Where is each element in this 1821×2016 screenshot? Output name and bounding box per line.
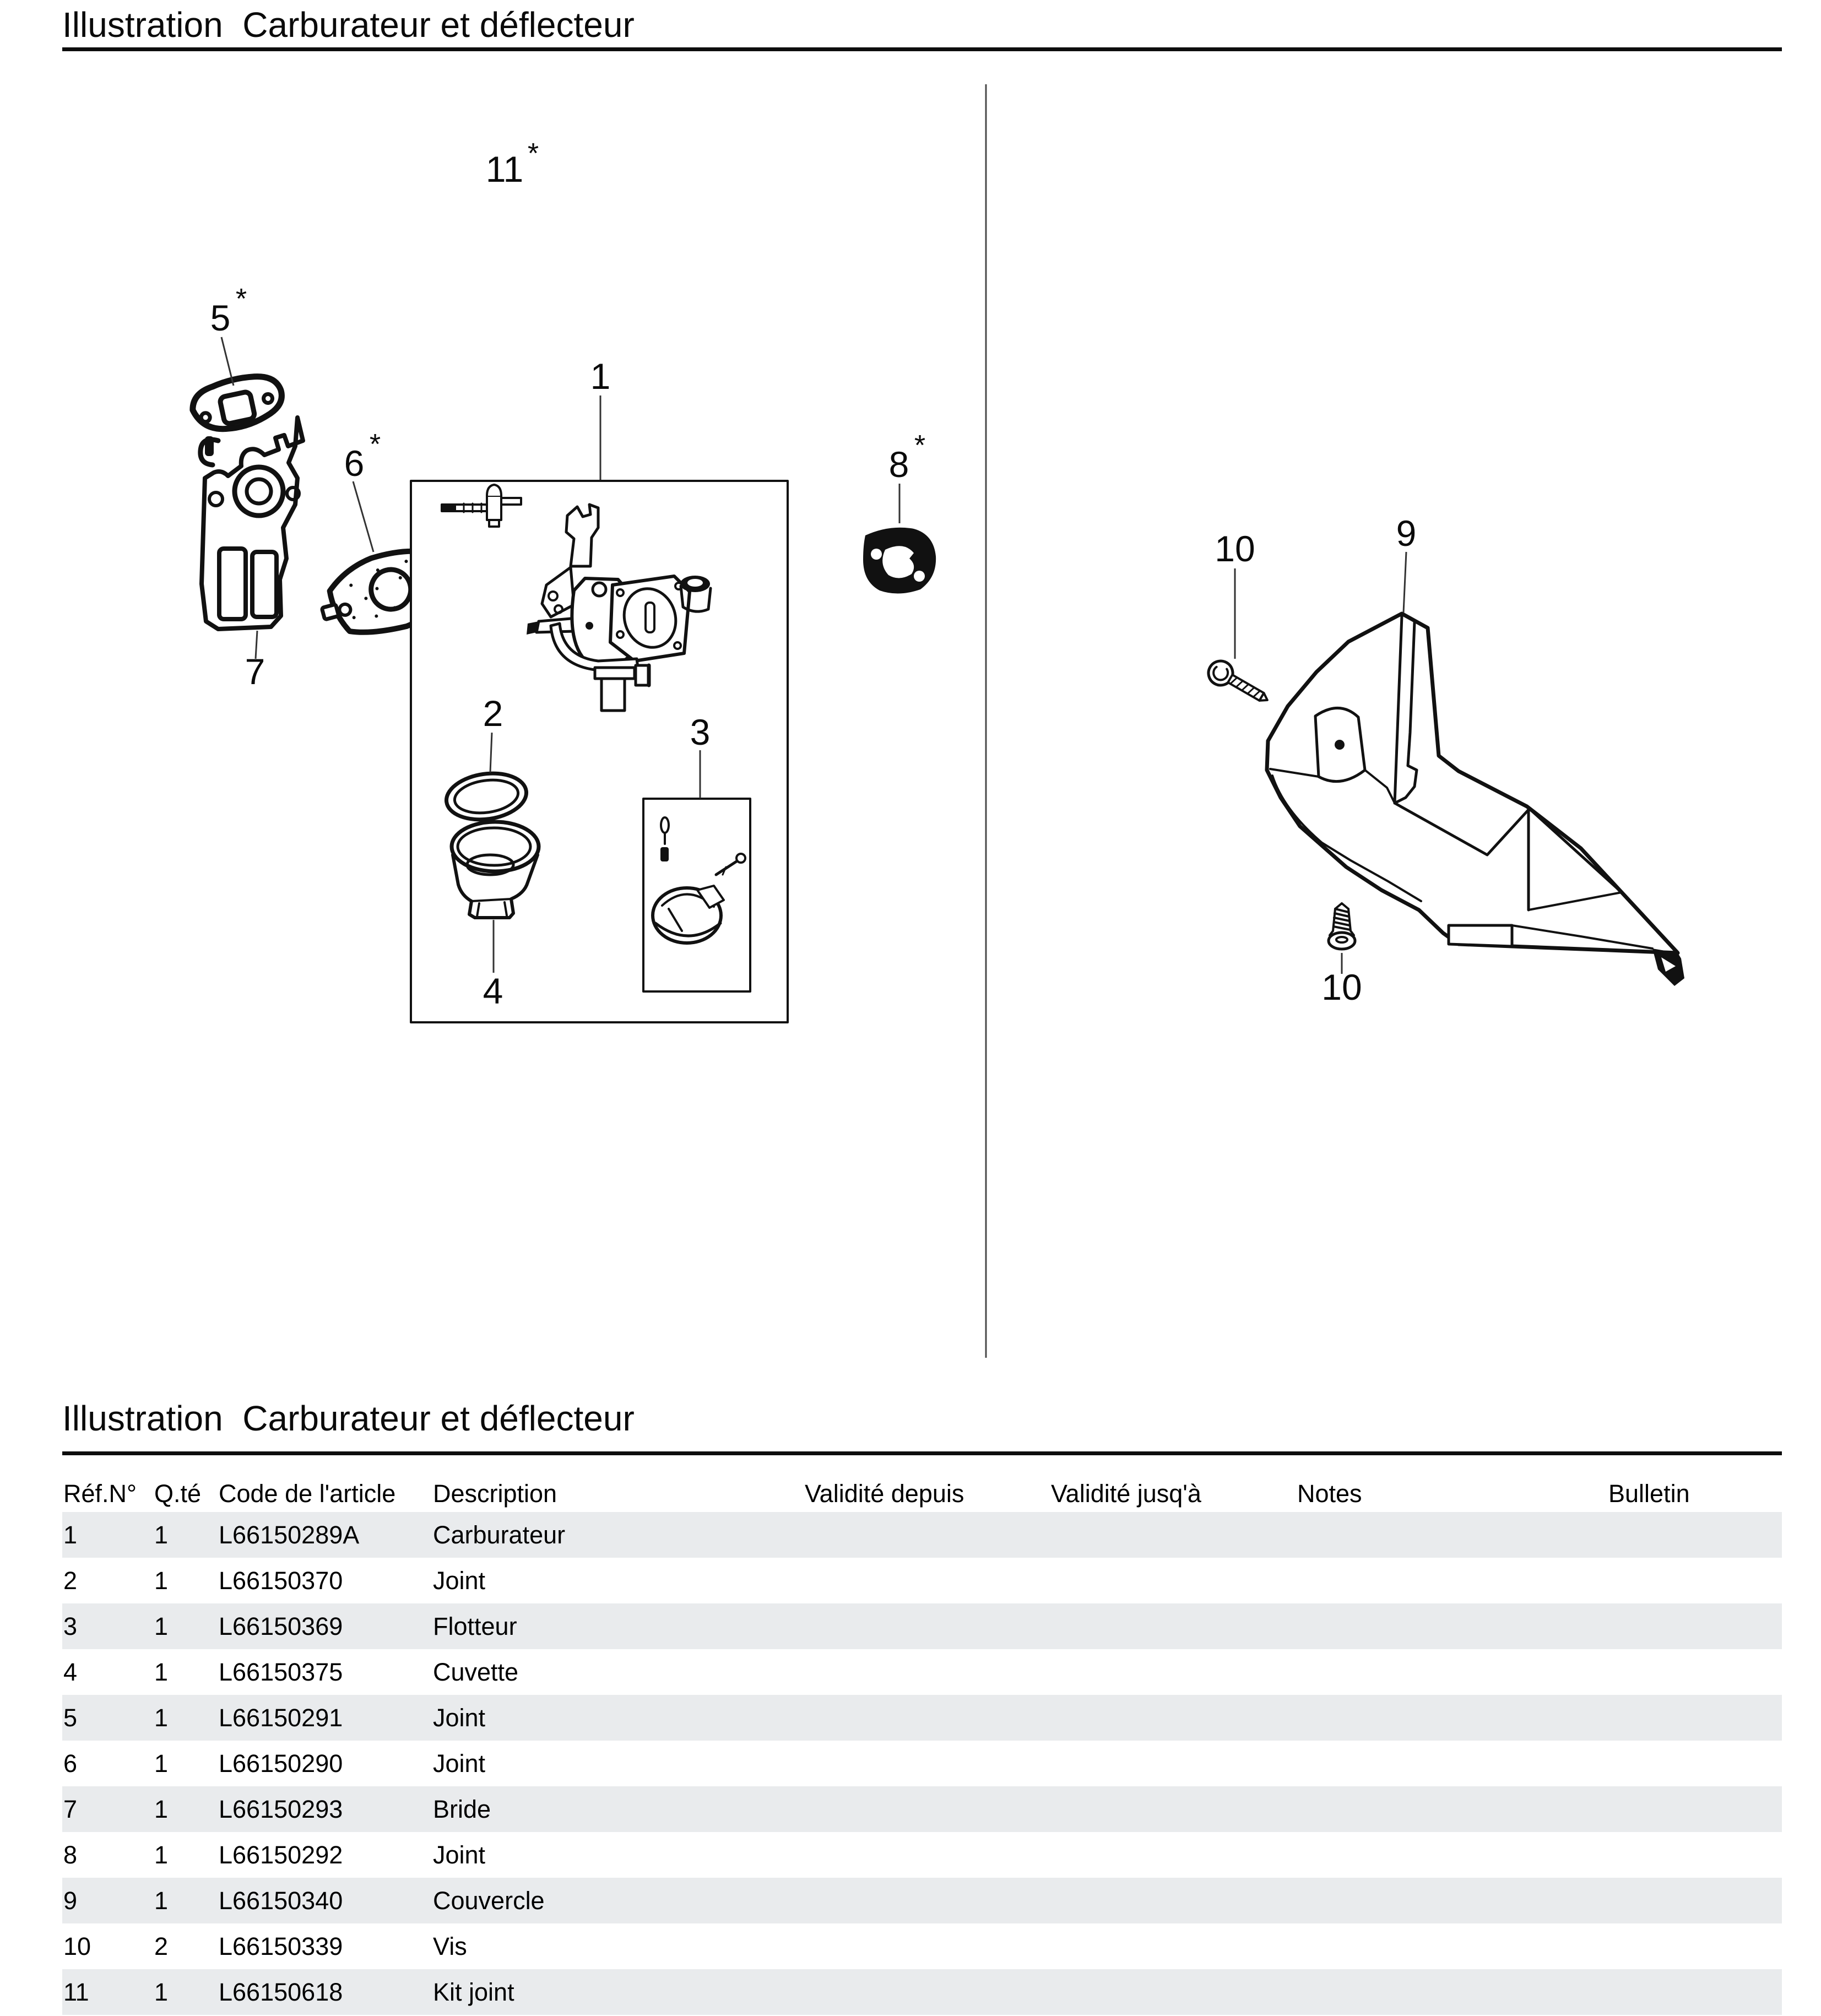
cell-ref: 4 (63, 1657, 78, 1686)
header-cell-ref: Réf.N° (63, 1479, 137, 1508)
cell-code: L66150291 (219, 1703, 343, 1732)
cell-ref: 2 (63, 1566, 78, 1595)
section-title: Illustration Carburateur et déflecteur (62, 1399, 635, 1438)
cell-desc: Joint (433, 1840, 486, 1869)
callout-11-label: 11 (485, 149, 524, 189)
callout-1-label: 1 (590, 356, 611, 397)
cell-qty: 1 (154, 1657, 169, 1686)
callout-2-label: 2 (483, 693, 503, 734)
callout-4-label: 4 (483, 971, 503, 1011)
part-10-screw-top-drawing (1204, 657, 1273, 711)
callout-8-label: 8 (888, 444, 909, 485)
cell-code: L66150293 (219, 1795, 343, 1823)
cell-ref: 11 (63, 1977, 89, 2006)
callout-5-star: * (235, 283, 247, 315)
cell-code: L66150340 (219, 1886, 343, 1915)
header-cell-bulletin: Bulletin (1608, 1479, 1690, 1508)
table-row (62, 1512, 1782, 1558)
cell-code: L66150369 (219, 1612, 343, 1640)
cell-desc: Joint (433, 1566, 486, 1595)
callout-10b-label: 10 (1321, 967, 1362, 1007)
part-7-bracket-drawing (200, 418, 303, 629)
table-row (62, 1603, 1782, 1649)
page-title: Illustration Carburateur et déflecteur (62, 5, 635, 45)
part-10-screw-bottom-drawing (1329, 903, 1355, 949)
cell-code: L66150290 (219, 1749, 343, 1777)
callout-7-label: 7 (245, 651, 265, 692)
cell-ref: 3 (63, 1612, 78, 1640)
cell-qty: 1 (154, 1566, 169, 1595)
section-rule (62, 1451, 1782, 1455)
cell-code: L66150370 (219, 1566, 343, 1595)
part-9-deflector-drawing (1267, 614, 1684, 986)
cell-code: L66150339 (219, 1932, 343, 1960)
cell-qty: 2 (154, 1932, 169, 1960)
cell-qty: 1 (154, 1886, 169, 1915)
cell-qty: 1 (154, 1520, 169, 1549)
cell-ref: 9 (63, 1886, 78, 1915)
cell-code: L66150375 (219, 1657, 343, 1686)
cell-desc: Vis (433, 1932, 467, 1960)
table-row (62, 1649, 1782, 1695)
cell-ref: 1 (63, 1520, 78, 1549)
parts-table (62, 1475, 1782, 2015)
cell-ref: 5 (63, 1703, 78, 1732)
callout-5-label: 5 (210, 297, 231, 338)
cell-ref: 6 (63, 1749, 78, 1777)
table-row (62, 1558, 1782, 1603)
header-cell-desc: Description (433, 1479, 557, 1508)
callout-3-label: 3 (690, 712, 711, 752)
header-cell-qty: Q.té (154, 1479, 202, 1508)
cell-desc: Couvercle (433, 1886, 545, 1915)
callout-6-star: * (369, 429, 381, 460)
cell-desc: Carburateur (433, 1520, 566, 1549)
cell-ref: 10 (63, 1932, 91, 1960)
callout-6-label: 6 (344, 443, 365, 484)
cell-qty: 1 (154, 1795, 169, 1823)
callout-11-star: * (527, 138, 539, 170)
header-cell-code: Code de l'article (219, 1479, 396, 1508)
table-row (62, 1786, 1782, 1832)
cell-ref: 8 (63, 1840, 78, 1869)
leader-lines (221, 337, 1406, 974)
cell-desc: Cuvette (433, 1657, 519, 1686)
callout-6-leader (353, 481, 373, 552)
part-8-gasket-drawing (863, 528, 936, 594)
cell-code: L66150292 (219, 1840, 343, 1869)
table-row (62, 1832, 1782, 1878)
cell-desc: Bride (433, 1795, 491, 1823)
callout-8-star: * (914, 430, 926, 462)
cell-qty: 1 (154, 1977, 169, 2006)
cell-code: L66150289A (219, 1520, 360, 1549)
table-row (62, 1923, 1782, 1969)
header-cell-valid-from: Validité depuis (805, 1479, 964, 1508)
header-cell-notes: Notes (1297, 1479, 1362, 1508)
cell-code: L66150618 (219, 1977, 343, 2006)
cell-qty: 1 (154, 1749, 169, 1777)
cell-ref: 7 (63, 1795, 78, 1823)
header-cell-valid-to: Validité jusq'à (1051, 1479, 1201, 1508)
cell-desc: Joint (433, 1749, 486, 1777)
cell-qty: 1 (154, 1703, 169, 1732)
table-row (62, 1969, 1782, 2015)
cell-qty: 1 (154, 1840, 169, 1869)
table-header-row (62, 1475, 1782, 1512)
part-5-gasket-drawing (188, 371, 286, 436)
cell-qty: 1 (154, 1612, 169, 1640)
cell-desc: Joint (433, 1703, 486, 1732)
callout-9-leader (1403, 552, 1406, 613)
cell-desc: Kit joint (433, 1977, 514, 2006)
callout-9-label: 9 (1396, 513, 1417, 554)
cell-desc: Flotteur (433, 1612, 517, 1640)
table-row (62, 1878, 1782, 1923)
callout-10a-label: 10 (1215, 528, 1255, 569)
table-row (62, 1741, 1782, 1786)
table-row (62, 1695, 1782, 1741)
